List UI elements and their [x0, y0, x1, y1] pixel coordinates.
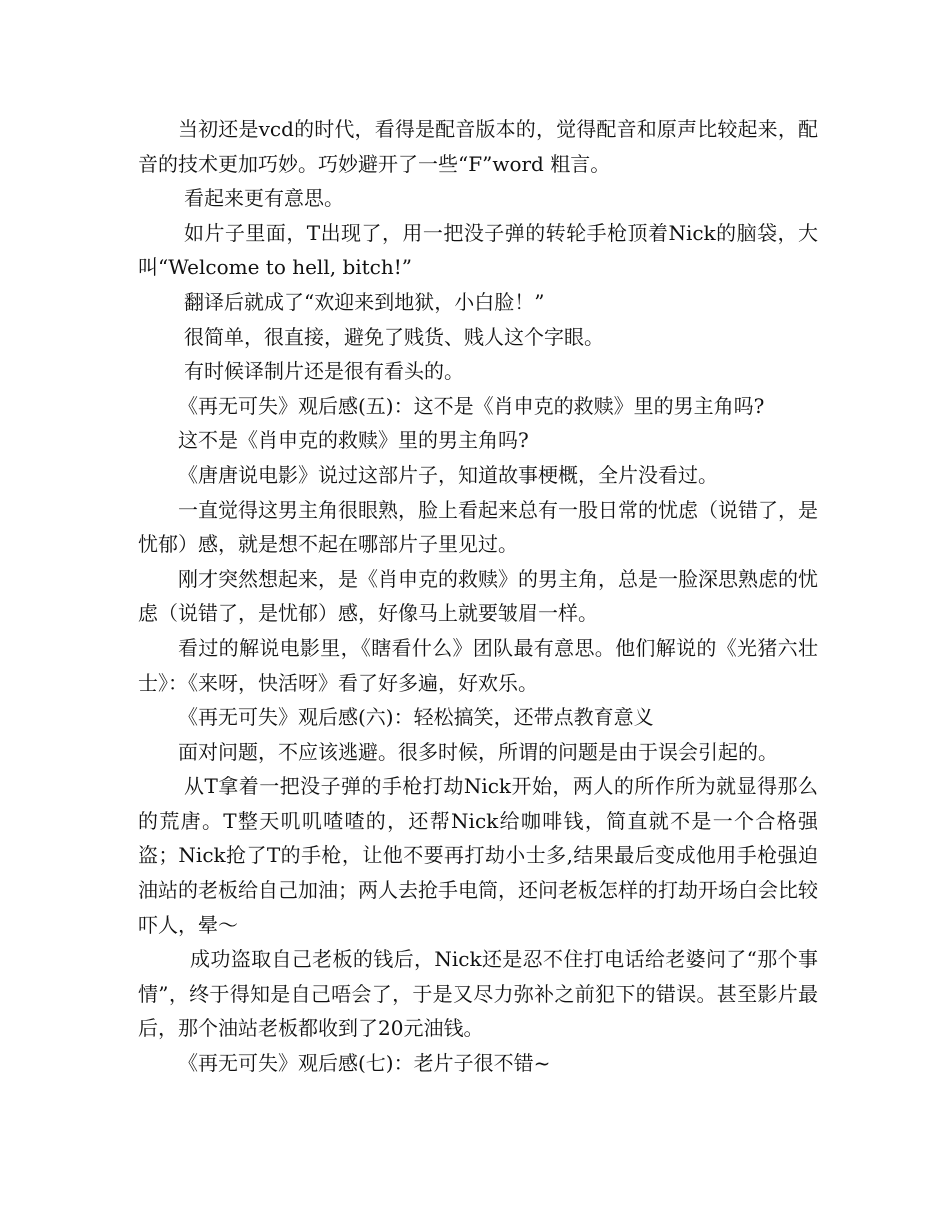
paragraph: 《唐唐说电影》说过这部片子，知道故事梗概，全片没看过。: [178, 462, 718, 487]
paragraph: 成功盗取自己老板的钱后，Nick还是忍不住打电话给老婆问了“那个事情”，终于得知是自己唔会了，于是又尽力弥补之前犯下的错误。甚至影片最后，那个油站老板都收到了20元油钱。: [138, 947, 818, 1041]
paragraph: 这不是《肖申克的救赎》里的男主角吗?: [178, 428, 529, 453]
paragraph: 翻译后就成了“欢迎来到地狱，小白脸！”: [184, 289, 545, 314]
section-heading: 《再无可失》观后感(七)：老片子很不错~: [178, 1051, 551, 1076]
paragraph: 很简单，很直接，避免了贱货、贱人这个字眼。: [184, 324, 604, 349]
paragraph: 看起来更有意思。: [184, 186, 344, 211]
paragraph: 有时候译制片还是很有看头的。: [184, 359, 464, 384]
paragraph: 当初还是vcd的时代，看得是配音版本的，觉得配音和原声比较起来，配音的技术更加巧妙。巧妙避开了一些“F”word 粗言。: [138, 117, 818, 176]
paragraph: 面对问题，不应该逃避。很多时候，所谓的问题是由于误会引起的。: [178, 739, 778, 764]
paragraph: 一直觉得这男主角很眼熟，脸上看起来总有一股日常的忧虑（说错了，是忧郁）感，就是想不起在哪部片子里见过。: [138, 497, 818, 557]
paragraph: 看过的解说电影里，《瞎看什么》团队最有意思。他们解说的《光猪六壮士》：《来呀，快活呀》看了好多遍，好欢乐。: [138, 635, 818, 695]
document-body: [138, 112, 818, 1081]
section-heading: 《再无可失》观后感(五)：这不是《肖申克的救赎》里的男主角吗?: [178, 393, 765, 418]
paragraph: 如片子里面，T出现了，用一把没子弹的转轮手枪顶着Nick的脑袋，大叫“Welcome to hell, bitch!”: [138, 220, 818, 280]
section-heading: 《再无可失》观后感(六)：轻松搞笑，还带点教育意义: [178, 705, 654, 730]
paragraph: 从T拿着一把没子弹的手枪打劫Nick开始，两人的所作所为就显得那么的荒唐。T整天叽叽喳喳的，还帮Nick给咖啡钱，简直就不是一个合格强盗；Nick抢了T的手枪，让他不要再打劫小士多,结果最后变成他用手枪强迫油站的老板给自己加油；两人去抢手电筒，还问老板怎样的打劫开场白会比较吓人，晕～: [138, 774, 818, 937]
paragraph: 刚才突然想起来，是《肖申克的救赎》的男主角，总是一脸深思熟虑的忧虑（说错了，是忧郁）感，好像马上就要皱眉一样。: [138, 566, 818, 626]
